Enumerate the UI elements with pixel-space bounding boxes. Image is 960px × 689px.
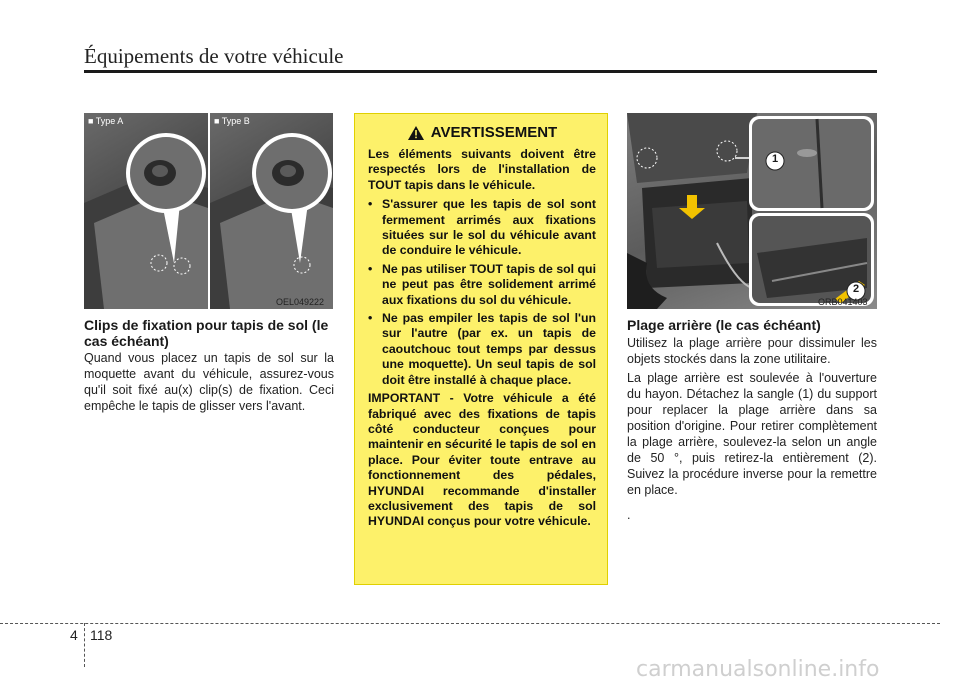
watermark: carmanualsonline.info xyxy=(636,657,880,682)
warning-item: • Ne pas empiler les tapis de sol l'un sur l'autre (par ex. un tapis de caoutchouc tout temps par dessus une moquette). Un seul tapis de sol doit être installé à chaque place. xyxy=(368,311,596,387)
warning-header xyxy=(368,124,596,141)
body-rear-shelf-para2: La plage arrière est soulevée à l'ouverture du hayon. Détachez la sangle (1) du support pour replacer la plage arrière dans sa position d'origine. Pour retirer complètement la plage arrière, soulevez-la selon un angle de 50 °, puis retirez-la entièrement (2). Suivez la procédure inverse pour la remettre en place. xyxy=(627,371,877,497)
page-number: 118 xyxy=(90,627,113,643)
warning-item: • S'assurer que les tapis de sol sont fermement arrimés aux fixations situées sur le sol du véhicule avant de conduire le véhicule. xyxy=(368,197,596,258)
footer-divider xyxy=(84,623,85,667)
footer-rule xyxy=(0,623,940,624)
chapter-number: 4 xyxy=(70,627,78,643)
header-rule xyxy=(84,70,877,73)
warning-triangle-icon xyxy=(407,125,425,141)
section-title-rear-shelf: Plage arrière (le cas échéant) xyxy=(627,317,821,333)
warning-item: • Ne pas utiliser TOUT tapis de sol qui ne peut pas être solidement arrimé aux fixations du sol du véhicule. xyxy=(368,261,596,307)
photo-type-a xyxy=(84,113,208,309)
warning-intro: Les éléments suivants doivent être respectés lors de l'installation de TOUT tapis dans le véhicule. xyxy=(368,147,596,192)
warning-box xyxy=(354,113,608,585)
callout-2: 2 xyxy=(852,283,860,295)
body-rear-shelf-para1: Utilisez la plage arrière pour dissimuler les objets stockés dans la zone utilitaire. xyxy=(627,336,877,366)
warning-important: IMPORTANT - Votre véhicule a été fabriqué avec des fixations de tapis côté conducteur conçues pour maintenir en sécurité le tapis de sol en place. Pour éviter toute entrave au fonctionnement des pédales, HYUNDAI recommande d'installer exclusivement des tapis de sol HYUNDAI conçus pour votre véhicule. xyxy=(368,391,596,529)
warning-title: AVERTISSEMENT xyxy=(430,124,558,141)
page-header-title: Équipements de votre véhicule xyxy=(84,44,344,68)
photo-rear-shelf xyxy=(627,113,877,309)
photo-code-right: ORB041403 xyxy=(818,297,868,307)
callout-1: 1 xyxy=(771,153,779,165)
photo-code-left: OEL049222 xyxy=(276,297,325,307)
body-floor-mat-clips: Quand vous placez un tapis de sol sur la moquette avant du véhicule, assurez-vous qu'il soit fixé au(x) clip(s) de fixation. Ceci empêche le tapis de glisser vers l'avant. xyxy=(84,351,334,413)
photo-type-b xyxy=(210,113,333,309)
warning-list xyxy=(368,197,596,388)
body-rear-shelf-para3: . xyxy=(627,508,631,522)
photo-b-label: ■ Type B xyxy=(214,116,250,126)
photo-a-label: ■ Type A xyxy=(88,116,124,126)
section-title-floor-mat-clips: Clips de fixation pour tapis de sol (le cas échéant) xyxy=(84,317,329,349)
